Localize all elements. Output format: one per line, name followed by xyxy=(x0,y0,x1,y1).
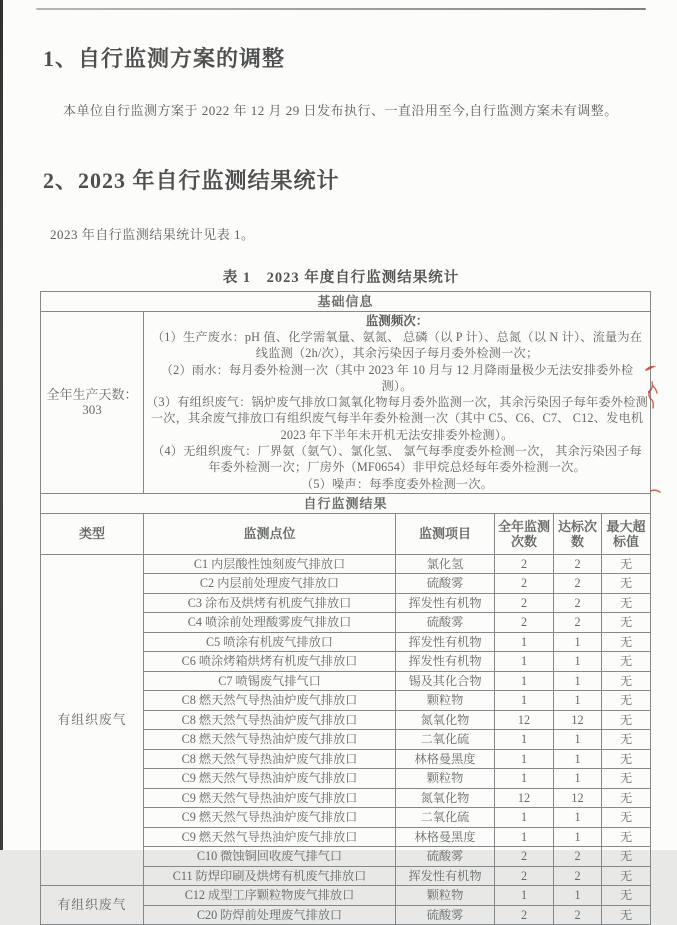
scan-top-edge-line xyxy=(36,8,646,10)
pass-cell: 12 xyxy=(554,710,602,730)
production-days-cell xyxy=(41,312,144,494)
item-cell: 挥发性有机物 xyxy=(396,652,495,672)
pass-cell: 2 xyxy=(554,593,602,613)
point-cell: C9 燃天然气导热油炉废气排放口 xyxy=(144,808,396,828)
item-cell: 二氧化硫 xyxy=(396,730,495,750)
point-cell: C6 喷涂烤箱烘烤有机废气排放口 xyxy=(144,652,396,672)
frequency-item: （4）无组织废气：厂界氨（氨气）、氯化氢、 氯气每季度委外检测一次， 其余污染因子每年委外检测一次；厂房外（MF0654）非甲烷总烃每年委外检测一次。 xyxy=(152,444,642,475)
exceed-cell: 无 xyxy=(602,886,651,906)
frequency-title: 监测频次： xyxy=(365,314,429,328)
item-cell: 颗粒物 xyxy=(396,691,495,711)
frequency-list xyxy=(146,329,648,492)
count-cell: 2 xyxy=(495,905,554,925)
point-cell: C1 内层酸性蚀刻废气排放口 xyxy=(144,554,396,574)
pass-cell: 1 xyxy=(554,886,602,906)
section-heading-2: 2、2023 年自行监测结果统计 xyxy=(43,168,340,193)
item-cell: 氮氧化物 xyxy=(396,788,495,808)
document-content xyxy=(37,26,648,925)
exceed-cell: 无 xyxy=(602,652,651,672)
point-cell: C20 防焊前处理废气排放口 xyxy=(144,905,396,925)
exceed-cell: 无 xyxy=(602,788,651,808)
exceed-cell: 无 xyxy=(602,866,651,886)
pass-cell: 1 xyxy=(554,769,602,789)
count-cell: 1 xyxy=(495,827,554,847)
count-cell: 2 xyxy=(495,593,554,613)
basic-info-section-header: 基础信息 xyxy=(41,292,651,312)
count-cell: 1 xyxy=(495,632,554,652)
frequency-item: （1）生产废水：pH 值、化学需氧量、氨氮、 总磷（以 P 计）、总氮（以 N 计）、流量为在线监测（2h/次），其余污染因子每月委外检测一次； xyxy=(151,330,643,361)
count-cell: 12 xyxy=(495,788,554,808)
point-cell: C9 燃天然气导热油炉废气排放口 xyxy=(144,827,396,847)
item-cell: 硫酸雾 xyxy=(396,905,495,925)
pass-cell: 1 xyxy=(554,827,602,847)
column-header-1: 类型 xyxy=(41,513,144,554)
item-cell: 颗粒物 xyxy=(396,769,495,789)
item-cell: 氮氧化物 xyxy=(396,710,495,730)
pass-cell: 2 xyxy=(554,905,602,925)
monitoring-frequency-cell xyxy=(144,312,651,494)
point-cell: C9 燃天然气导热油炉废气排放口 xyxy=(144,769,396,789)
exceed-cell: 无 xyxy=(602,554,651,574)
point-cell: C12 成型工序颗粒物废气排放口 xyxy=(144,886,396,906)
production-days-value: 303 xyxy=(82,402,102,418)
table-row xyxy=(41,292,651,312)
item-cell: 硫酸雾 xyxy=(396,574,495,594)
column-header-6: 最大超标值 xyxy=(602,513,651,554)
table-row xyxy=(41,554,651,574)
item-cell: 挥发性有机物 xyxy=(396,593,495,613)
count-cell: 1 xyxy=(495,652,554,672)
paragraph-plan-adjustment: 本单位自行监测方案于 2022 年 12 月 29 日发布执行、一直沿用至今,自行监测方案未有调整。 xyxy=(63,103,618,118)
count-cell: 1 xyxy=(495,691,554,711)
count-cell: 1 xyxy=(495,749,554,769)
pass-cell: 12 xyxy=(554,788,602,808)
pass-cell: 1 xyxy=(554,749,602,769)
point-cell: C9 燃天然气导热油炉废气排放口 xyxy=(144,788,396,808)
exceed-cell: 无 xyxy=(602,613,651,633)
exceed-cell: 无 xyxy=(602,691,651,711)
column-header-2: 监测点位 xyxy=(144,513,396,554)
results-section-header: 自行监测结果 xyxy=(41,493,651,513)
pass-cell: 2 xyxy=(554,554,602,574)
count-cell: 2 xyxy=(495,574,554,594)
pass-cell: 2 xyxy=(554,613,602,633)
pass-cell: 1 xyxy=(554,691,602,711)
section-heading-1: 1、自行监测方案的调整 xyxy=(43,46,286,71)
waste-gas-type-cell: 有组织废气 xyxy=(41,886,144,925)
red-pen-mark-tick xyxy=(650,488,662,496)
item-cell: 林格曼黑度 xyxy=(396,827,495,847)
item-cell: 颗粒物 xyxy=(396,886,495,906)
point-cell: C11 防焊印刷及烘烤有机废气排放口 xyxy=(144,866,396,886)
table-row xyxy=(41,312,651,494)
point-cell: C4 喷涂前处理酸雾废气排放口 xyxy=(144,613,396,633)
table-row xyxy=(41,886,651,906)
point-cell: C2 内层前处理废气排放口 xyxy=(144,574,396,594)
pass-cell: 2 xyxy=(554,847,602,867)
table-header-row xyxy=(41,513,651,554)
column-header-3: 监测项目 xyxy=(396,513,495,554)
item-cell: 林格曼黑度 xyxy=(396,749,495,769)
column-header-5: 达标次数 xyxy=(554,513,602,554)
exceed-cell: 无 xyxy=(602,847,651,867)
count-cell: 1 xyxy=(495,730,554,750)
scan-left-edge xyxy=(0,0,3,850)
exceed-cell: 无 xyxy=(602,827,651,847)
pass-cell: 1 xyxy=(554,808,602,828)
point-cell: C5 喷涂有机废气排放口 xyxy=(144,632,396,652)
exceed-cell: 无 xyxy=(602,632,651,652)
paragraph-see-table: 2023 年自行监测结果统计见表 1。 xyxy=(50,227,255,242)
item-cell: 氯化氢 xyxy=(396,554,495,574)
point-cell: C7 喷锡废气排气口 xyxy=(144,671,396,691)
table-row xyxy=(41,493,651,513)
exceed-cell: 无 xyxy=(602,671,651,691)
pass-cell: 1 xyxy=(554,632,602,652)
pass-cell: 1 xyxy=(554,671,602,691)
point-cell: C8 燃天然气导热油炉废气排放口 xyxy=(144,691,396,711)
count-cell: 2 xyxy=(495,554,554,574)
item-cell: 挥发性有机物 xyxy=(396,866,495,886)
pass-cell: 2 xyxy=(554,574,602,594)
count-cell: 2 xyxy=(495,866,554,886)
table-caption: 表 1 2023 年度自行监测结果统计 xyxy=(222,270,460,286)
column-header-4: 全年监测次数 xyxy=(495,513,554,554)
waste-gas-type-cell: 有组织废气 xyxy=(41,554,144,886)
point-cell: C8 燃天然气导热油炉废气排放口 xyxy=(144,730,396,750)
exceed-cell: 无 xyxy=(602,593,651,613)
count-cell: 2 xyxy=(495,613,554,633)
exceed-cell: 无 xyxy=(602,730,651,750)
exceed-cell: 无 xyxy=(602,710,651,730)
production-days-label: 全年生产天数： xyxy=(46,387,138,403)
item-cell: 硫酸雾 xyxy=(396,847,495,867)
frequency-item: （2）雨水：每月委外检测一次（其中 2023 年 10 月与 12 月降雨量极少无法安排委外检测）。 xyxy=(160,362,634,393)
item-cell: 挥发性有机物 xyxy=(396,632,495,652)
exceed-cell: 无 xyxy=(602,808,651,828)
exceed-cell: 无 xyxy=(602,749,651,769)
monitoring-results-table xyxy=(40,291,651,925)
count-cell: 1 xyxy=(495,886,554,906)
pass-cell: 1 xyxy=(554,652,602,672)
item-cell: 二氧化硫 xyxy=(396,808,495,828)
exceed-cell: 无 xyxy=(602,574,651,594)
exceed-cell: 无 xyxy=(602,905,651,925)
pass-cell: 2 xyxy=(554,866,602,886)
item-cell: 锡及其化合物 xyxy=(396,671,495,691)
item-cell: 硫酸雾 xyxy=(396,613,495,633)
count-cell: 1 xyxy=(495,769,554,789)
point-cell: C3 涂布及烘烤有机废气排放口 xyxy=(144,593,396,613)
point-cell: C8 燃天然气导热油炉废气排放口 xyxy=(144,749,396,769)
count-cell: 12 xyxy=(495,710,554,730)
count-cell: 1 xyxy=(495,671,554,691)
pass-cell: 1 xyxy=(554,730,602,750)
count-cell: 2 xyxy=(495,847,554,867)
exceed-cell: 无 xyxy=(602,769,651,789)
frequency-item: （5）噪声：每季度委外检测一次。 xyxy=(300,476,494,491)
frequency-item: （3）有组织废气：锅炉废气排放口氮氧化物每月委外监测一次，其余污染因子每年委外检测一次，其余废气排放口有组织废气每半年委外检测一次（其中 C5、C6、C7、 C12、发电机 2023 年下半年未开机无法安排委外检测）。 xyxy=(146,395,648,442)
point-cell: C10 微蚀铜回收废气排气口 xyxy=(144,847,396,867)
count-cell: 1 xyxy=(495,808,554,828)
point-cell: C8 燃天然气导热油炉废气排放口 xyxy=(144,710,396,730)
